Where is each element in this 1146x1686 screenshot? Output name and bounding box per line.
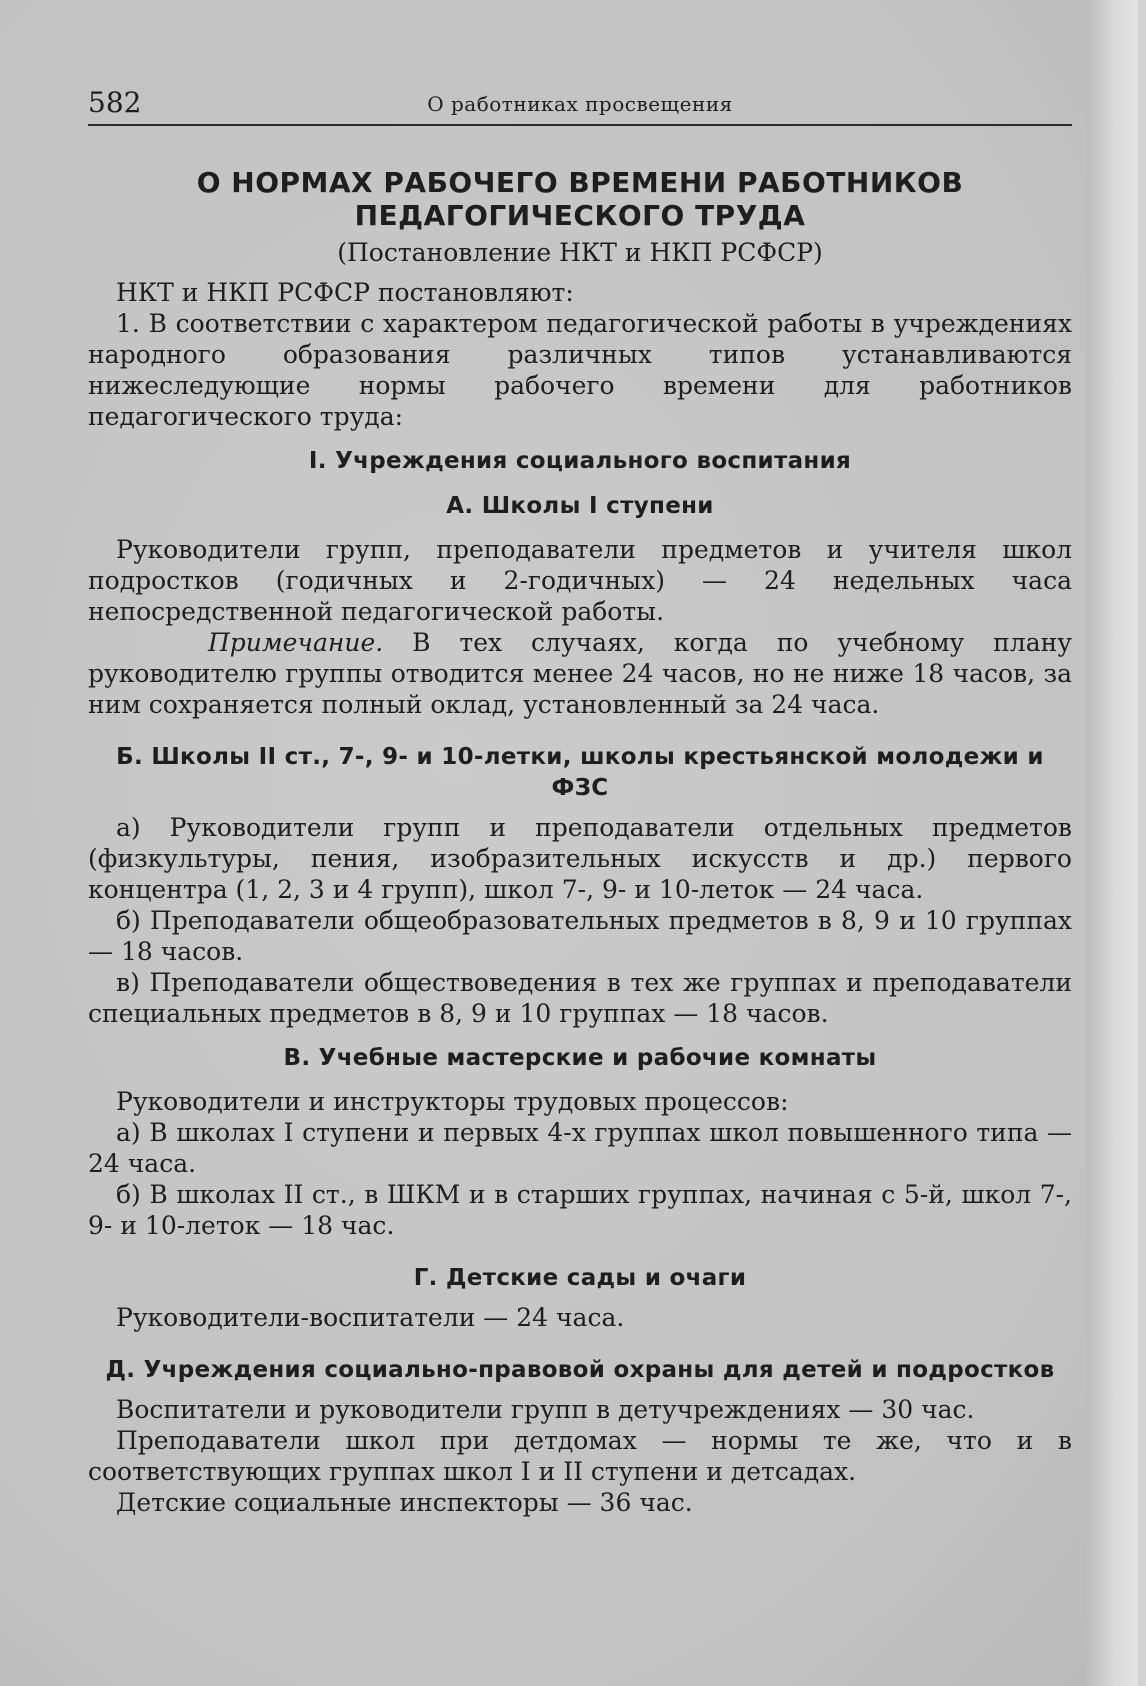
subsection-B-item-b: б) Преподаватели общеобразовательных предметов в 8, 9 и 10 группах — 18 часов. (88, 906, 1072, 966)
note-text: В тех случаях, когда по учебному плану руководителю группы отводится менее 24 часов, но не ниже 18 часов, за ним сохраняется полный оклад, установленный за 24 часа. (88, 628, 1072, 719)
intro-line: НКТ и НКП РСФСР постановляют: (116, 278, 574, 307)
note-label: Примечание. (208, 628, 384, 657)
subsection-A-note (88, 627, 1072, 720)
subsection-V-item-b: б) В школах II ст., в ШКМ и в старших группах, начиная с 5-й, школ 7-, 9- и 10-леток — 18 час. (88, 1180, 1072, 1240)
subsection-B-item-c: в) Преподаватели обществоведения в тех же группах и преподаватели специальных предметов в 8, 9 и 10 группах — 18 часов. (88, 968, 1072, 1028)
clause-1: 1. В соответствии с характером педагогической работы в учреждениях народного образования различных типов устанавливаются нижеследующие нормы рабочего времени для работников педагогического труда: (88, 309, 1072, 431)
page-number: 582 (88, 86, 142, 119)
subsection-D-heading: Д. Учреждения социально-правовой охраны для детей и подростков (105, 1357, 1055, 1383)
subsection-V-item-a: а) В школах I ступени и первых 4-х группах школ повышенного типа — 24 часа. (88, 1118, 1072, 1178)
subsection-G-heading: Г. Детские сады и очаги (413, 1265, 747, 1291)
subsection-A-text: Руководители групп, преподаватели предметов и учителя школ подростков (годичных и 2-годичных) — 24 недельных часа непосредственной педагогической работы. (88, 535, 1072, 626)
page-edge (1086, 0, 1138, 1686)
subsection-B-heading: Б. Школы II ст., 7-, 9- и 10-летки, школы крестьянской молодежи и ФЗС (116, 744, 1044, 801)
document-title: О НОРМАХ РАБОЧЕГО ВРЕМЕНИ РАБОТНИКОВ ПЕДАГОГИЧЕСКОГО ТРУДА (196, 166, 964, 232)
subsection-V-intro: Руководители и инструкторы трудовых процессов: (116, 1087, 789, 1116)
subsection-G-text: Руководители-воспитатели — 24 часа. (116, 1303, 625, 1332)
running-head (88, 82, 1072, 126)
section-I-heading: I. Учреждения социального воспитания (308, 448, 852, 474)
subsection-A-heading: А. Школы I ступени (446, 493, 714, 519)
subsection-D-line-3: Детские социальные инспекторы — 36 час. (116, 1488, 693, 1517)
subsection-B-item-a: а) Руководители групп и преподаватели отдельных предметов (физкультуры, пения, изобразительных искусств и др.) первого концентра (1, 2, 3 и 4 групп), школ 7-, 9- и 10-леток — 24 часа. (88, 813, 1072, 904)
subsection-D-line-2: Преподаватели школ при детдомах — нормы те же, что и в соответствующих группах школ I и II ступени и детсадах. (88, 1426, 1072, 1486)
subsection-V-heading: В. Учебные мастерские и рабочие комнаты (283, 1045, 877, 1071)
running-title: О работниках просвещения (427, 92, 733, 116)
subsection-D-line-1: Воспитатели и руководители групп в детучреждениях — 30 час. (116, 1395, 975, 1424)
page-content (88, 82, 1072, 1518)
document-subtitle: (Постановление НКТ и НКП РСФСР) (337, 238, 823, 267)
